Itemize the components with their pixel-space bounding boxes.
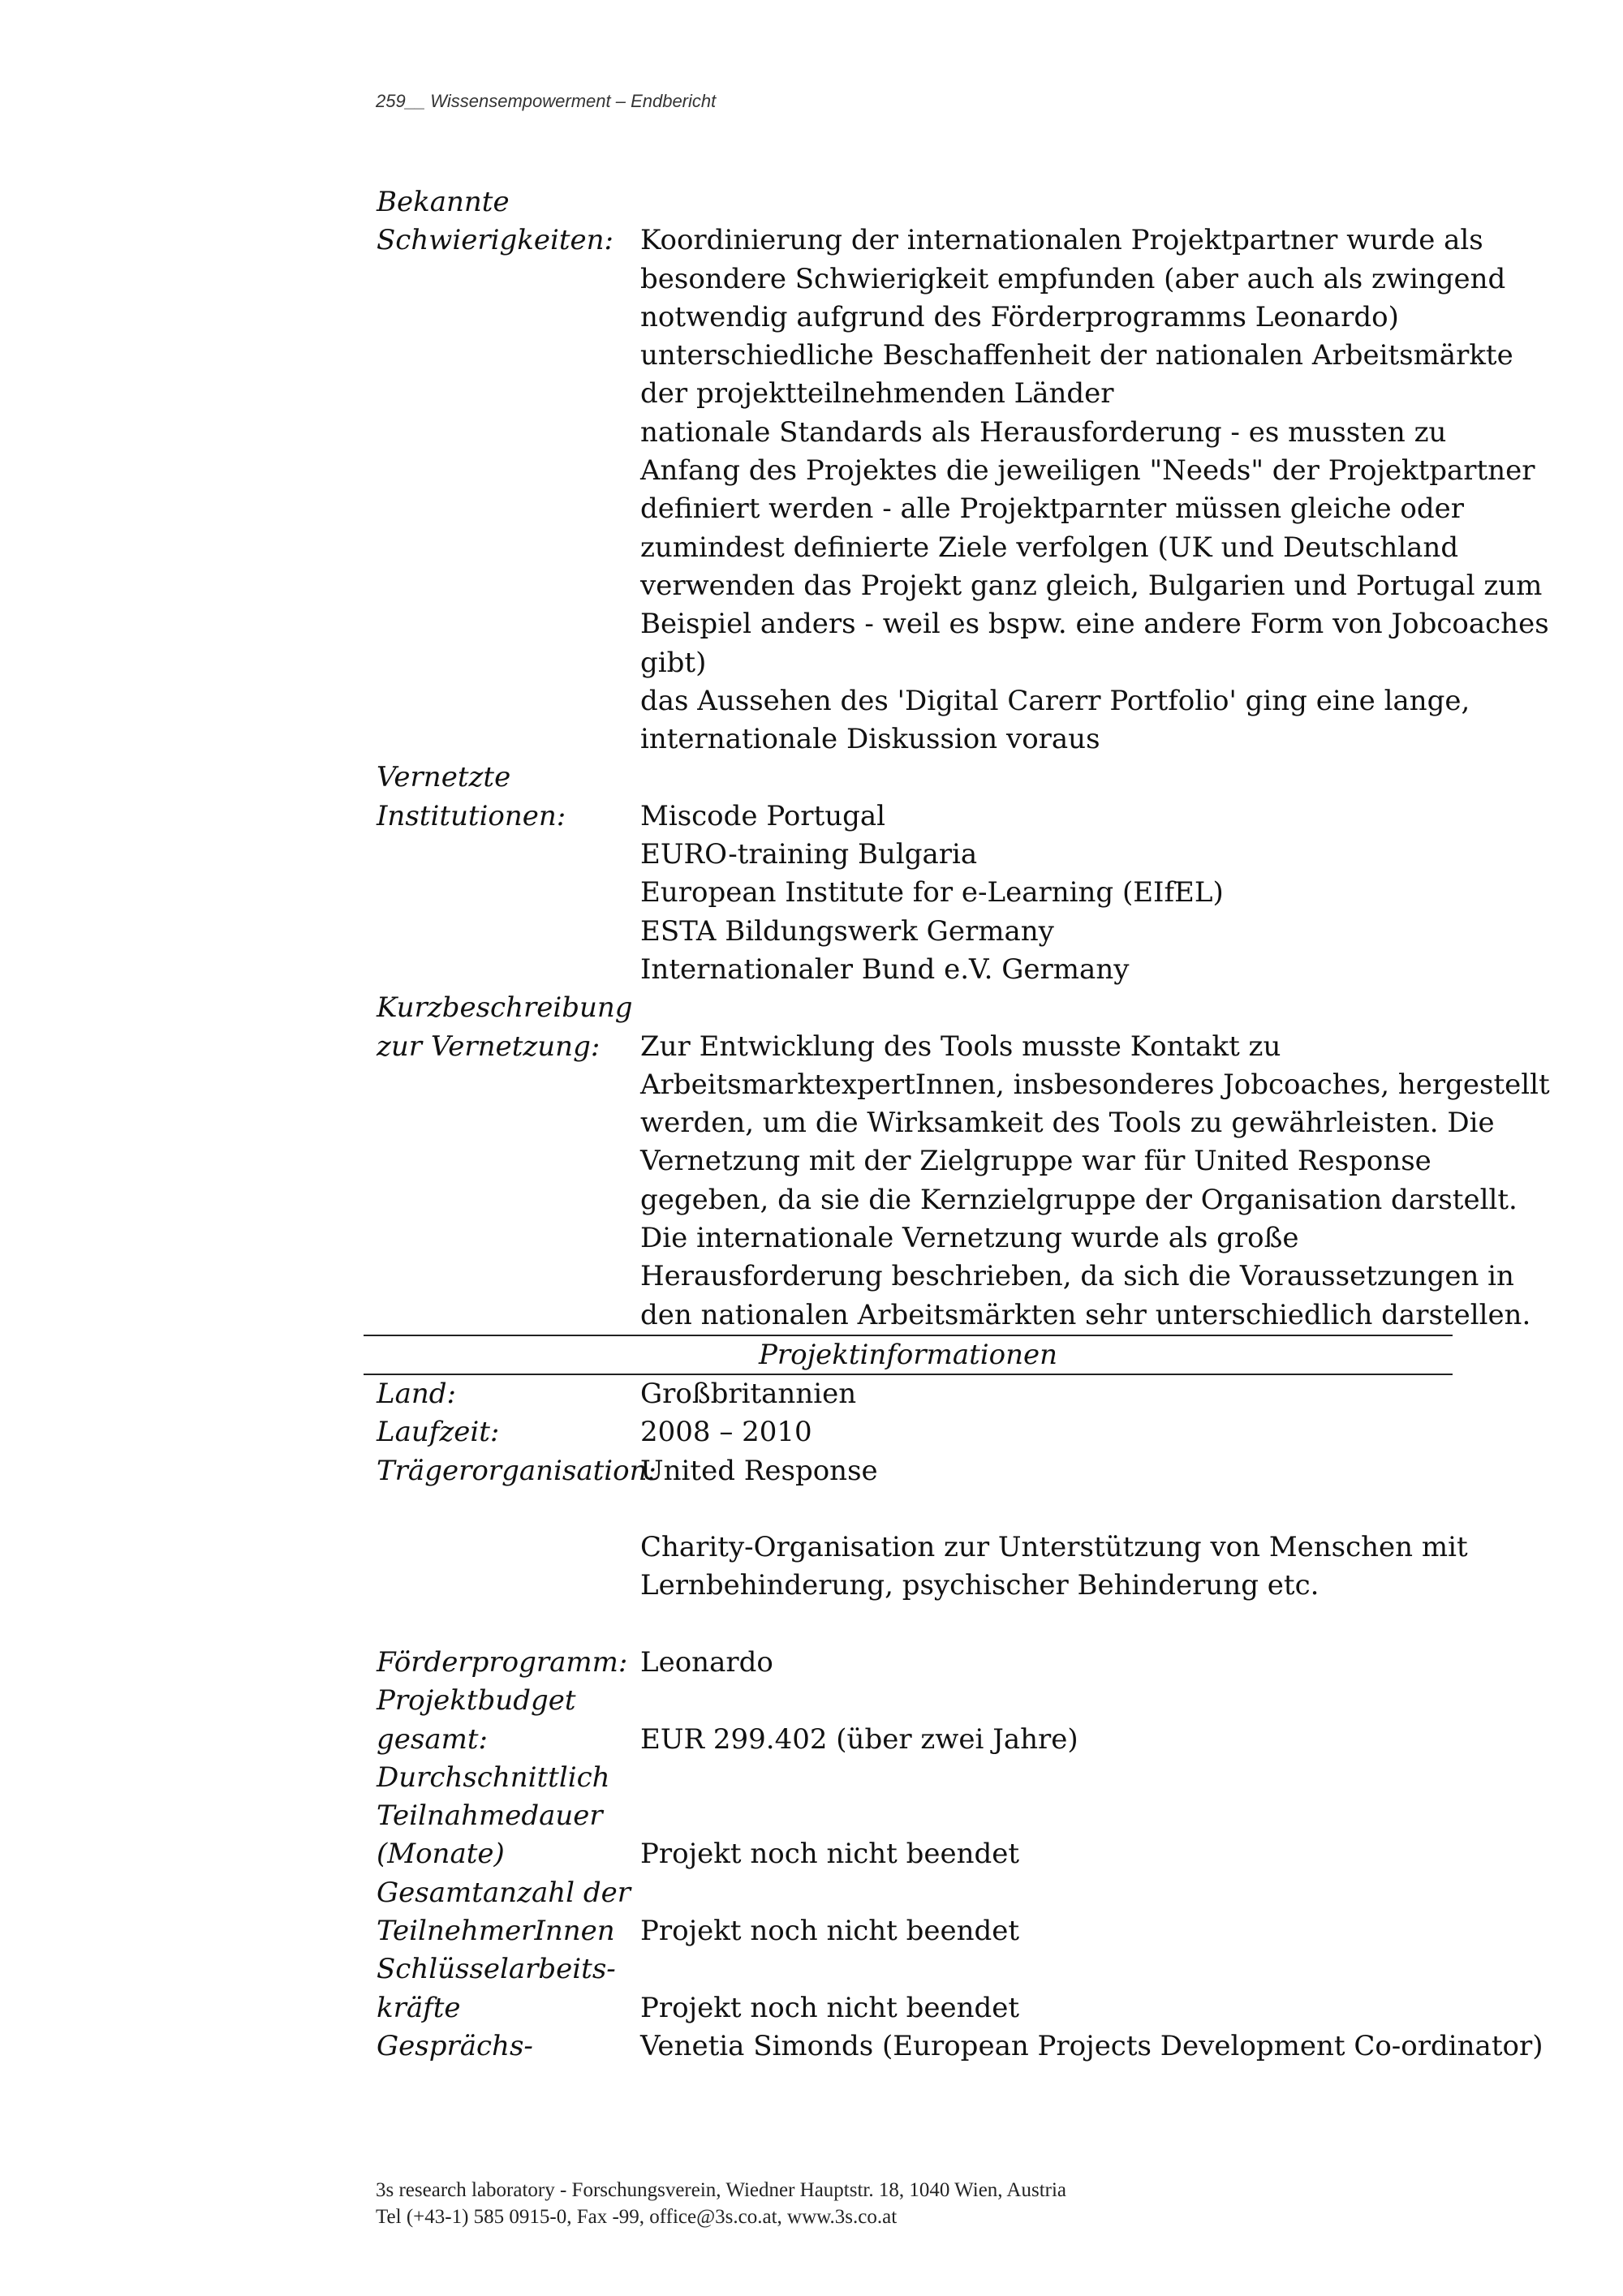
label-line: Projektbudget bbox=[377, 1684, 576, 1718]
text-line: unterschiedliche Beschaffenheit der nationalen Arbeitsmärkte bbox=[640, 339, 1513, 372]
text-line: Charity-Organisation zur Unterstützung von Menschen mit bbox=[640, 1531, 1468, 1564]
dauer-value: Projekt noch nicht beendet bbox=[640, 1838, 1020, 1871]
text-line: den nationalen Arbeitsmärkten sehr unterschiedlich darstellen. bbox=[640, 1298, 1531, 1331]
row-schluessel bbox=[364, 1950, 1453, 2027]
text-line: Vernetzung mit der Zielgruppe war für United Response bbox=[640, 1145, 1431, 1178]
text-line: gibt) bbox=[640, 646, 707, 679]
list-item: EURO-training Bulgaria bbox=[640, 838, 978, 871]
label-line: Schwierigkeiten: bbox=[377, 224, 613, 257]
label-teilnehmer bbox=[364, 1874, 640, 1951]
label-line: Schlüsselarbeits- bbox=[377, 1953, 616, 1986]
page-header: 259__ Wissensempowerment – Endbericht bbox=[376, 91, 717, 111]
traeger-name: United Response bbox=[640, 1454, 878, 1487]
text-line: ArbeitsmarktexpertInnen, insbesonderes Jobcoaches, hergestellt bbox=[640, 1068, 1550, 1101]
row-laufzeit bbox=[364, 1413, 1453, 1451]
text-line: Die internationale Vernetzung wurde als große bbox=[640, 1222, 1299, 1255]
value-dauer bbox=[640, 1759, 1453, 1874]
text-line: zumindest definierte Ziele verfolgen (UK und Deutschland bbox=[640, 531, 1459, 564]
row-teilnehmer bbox=[364, 1874, 1453, 1951]
label-schluessel bbox=[364, 1950, 640, 2027]
label-land: Land: bbox=[377, 1377, 456, 1410]
text-line: Koordinierung der internationalen Projektpartner wurde als bbox=[640, 224, 1483, 257]
text-line: der projektteilnehmenden Länder bbox=[640, 377, 1114, 411]
label-line: Teilnahmedauer bbox=[377, 1799, 603, 1833]
label-line: zur Vernetzung: bbox=[377, 1030, 601, 1063]
label-line: Vernetzte bbox=[377, 761, 511, 794]
label-dauer bbox=[364, 1759, 640, 1874]
label-institutionen bbox=[364, 759, 640, 989]
text-line: Anfang des Projektes die jeweiligen "Needs" der Projektpartner bbox=[640, 454, 1535, 488]
label-line: (Monate) bbox=[377, 1838, 505, 1871]
value-teilnehmer bbox=[640, 1874, 1453, 1951]
label-foerder: Förderprogramm: bbox=[377, 1645, 628, 1679]
row-budget bbox=[364, 1682, 1453, 1759]
footer-address: 3s research laboratory - Forschungsverein, Wiedner Hauptstr. 18, 1040 Wien, Austria bbox=[376, 2179, 1067, 2201]
text-line: Herausforderung beschrieben, da sich die Voraussetzungen in bbox=[640, 1260, 1514, 1293]
teilnehmer-value: Projekt noch nicht beendet bbox=[640, 1915, 1020, 1948]
text-line: verwenden das Projekt ganz gleich, Bulgarien und Portugal zum bbox=[640, 569, 1543, 602]
value-schwierigkeiten bbox=[640, 183, 1549, 759]
row-dauer bbox=[364, 1759, 1453, 1874]
row-kurzbeschreibung bbox=[364, 989, 1550, 1335]
row-land bbox=[364, 1375, 1453, 1413]
text-line: definiert werden - alle Projektparnter müssen gleiche oder bbox=[640, 492, 1465, 526]
value-land: Großbritannien bbox=[640, 1377, 857, 1410]
text-line: Lernbehinderung, psychischer Behinderung etc. bbox=[640, 1569, 1319, 1602]
value-budget bbox=[640, 1682, 1453, 1759]
value-foerder: Leonardo bbox=[640, 1645, 773, 1679]
text-line: Zur Entwicklung des Tools musste Kontakt zu bbox=[640, 1030, 1281, 1063]
value-gespraech: Venetia Simonds (European Projects Development Co-ordinator) bbox=[640, 2029, 1543, 2062]
list-item: Miscode Portugal bbox=[640, 799, 886, 832]
text-line: werden, um die Wirksamkeit des Tools zu gewährleisten. Die bbox=[640, 1107, 1495, 1140]
label-line: Bekannte bbox=[377, 186, 510, 218]
row-foerder bbox=[364, 1644, 1453, 1682]
document-body bbox=[364, 183, 1550, 2066]
text-line: notwendig aufgrund des Förderprogramms Leonardo) bbox=[640, 300, 1399, 333]
label-schwierigkeiten bbox=[364, 183, 640, 759]
value-institutionen bbox=[640, 759, 1453, 989]
text-line: besondere Schwierigkeit empfunden (aber auch als zwingend bbox=[640, 262, 1506, 295]
row-schwierigkeiten bbox=[364, 183, 1549, 759]
label-line: gesamt: bbox=[377, 1722, 488, 1756]
label-line: Kurzbeschreibung bbox=[377, 991, 633, 1025]
label-laufzeit: Laufzeit: bbox=[377, 1416, 500, 1449]
label-line: Gesamtanzahl der bbox=[377, 1876, 631, 1909]
value-laufzeit: 2008 – 2010 bbox=[640, 1416, 812, 1449]
label-budget bbox=[364, 1682, 640, 1759]
list-item: ESTA Bildungswerk Germany bbox=[640, 914, 1054, 948]
budget-value: EUR 299.402 (über zwei Jahre) bbox=[640, 1722, 1078, 1756]
list-item: Internationaler Bund e.V. Germany bbox=[640, 952, 1130, 986]
list-item: European Institute for e-Learning (EIfEL) bbox=[640, 876, 1224, 909]
value-kurzbeschreibung bbox=[640, 989, 1550, 1335]
row-gespraech bbox=[364, 2027, 1543, 2066]
label-line: kräfte bbox=[377, 1991, 461, 2024]
label-line: Durchschnittlich bbox=[377, 1761, 610, 1794]
page-footer bbox=[376, 2177, 1066, 2230]
section-title-projektinformationen: Projektinformationen bbox=[364, 1335, 1453, 1375]
label-gespraech: Gesprächs- bbox=[377, 2029, 533, 2062]
label-line: TeilnehmerInnen bbox=[377, 1915, 615, 1948]
value-schluessel bbox=[640, 1950, 1453, 2027]
text-line: nationale Standards als Herausforderung - es mussten zu bbox=[640, 415, 1447, 449]
label-kurzbeschreibung bbox=[364, 989, 640, 1335]
row-traeger bbox=[364, 1452, 1468, 1644]
value-traeger bbox=[640, 1452, 1468, 1644]
row-institutionen bbox=[364, 759, 1453, 989]
label-traeger: Trägerorganisation: bbox=[377, 1454, 657, 1487]
text-line: Beispiel anders - weil es bspw. eine andere Form von Jobcoaches bbox=[640, 608, 1549, 641]
text-line: internationale Diskussion voraus bbox=[640, 723, 1100, 756]
text-line: das Aussehen des 'Digital Carerr Portfolio' ging eine lange, bbox=[640, 684, 1470, 717]
schluessel-value: Projekt noch nicht beendet bbox=[640, 1991, 1020, 2024]
text-line: gegeben, da sie die Kernzielgruppe der Organisation darstellt. bbox=[640, 1183, 1518, 1216]
footer-contact: Tel (+43-1) 585 0915-0, Fax -99, office@3s.co.at, www.3s.co.at bbox=[376, 2206, 898, 2228]
label-line: Institutionen: bbox=[377, 799, 566, 832]
